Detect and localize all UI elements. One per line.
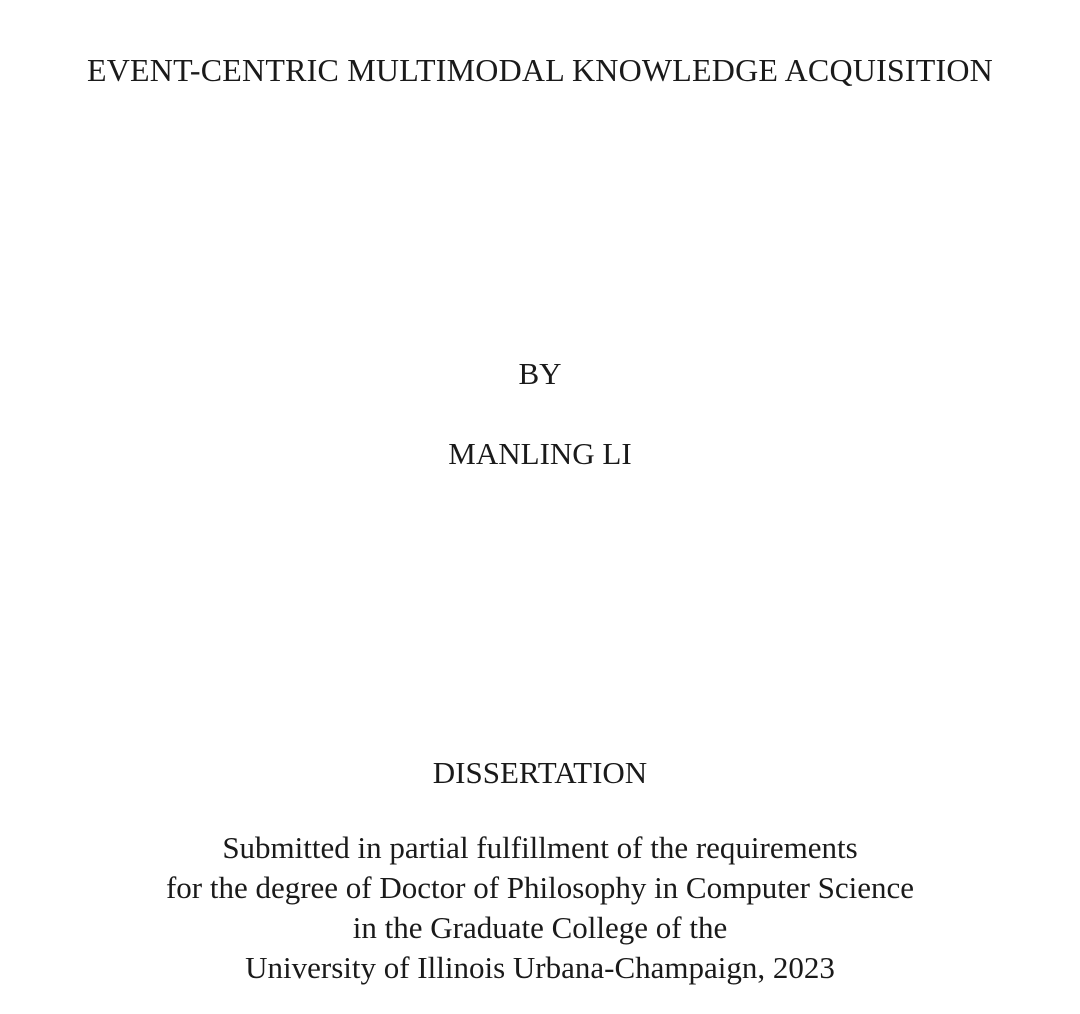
dissertation-title: EVENT-CENTRIC MULTIMODAL KNOWLEDGE ACQUISITION [86,52,993,88]
document-type: DISSERTATION [432,755,648,790]
statement-line: for the degree of Doctor of Philosophy in Computer Science [165,870,915,905]
by-label: BY [518,356,562,391]
submission-statement [0,831,1080,991]
author-name: MANLING LI [448,436,632,471]
statement-line: Submitted in partial fulfillment of the requirements [222,830,858,865]
statement-line: in the Graduate College of the [352,910,728,945]
statement-line: University of Illinois Urbana-Champaign, 2023 [245,950,835,985]
